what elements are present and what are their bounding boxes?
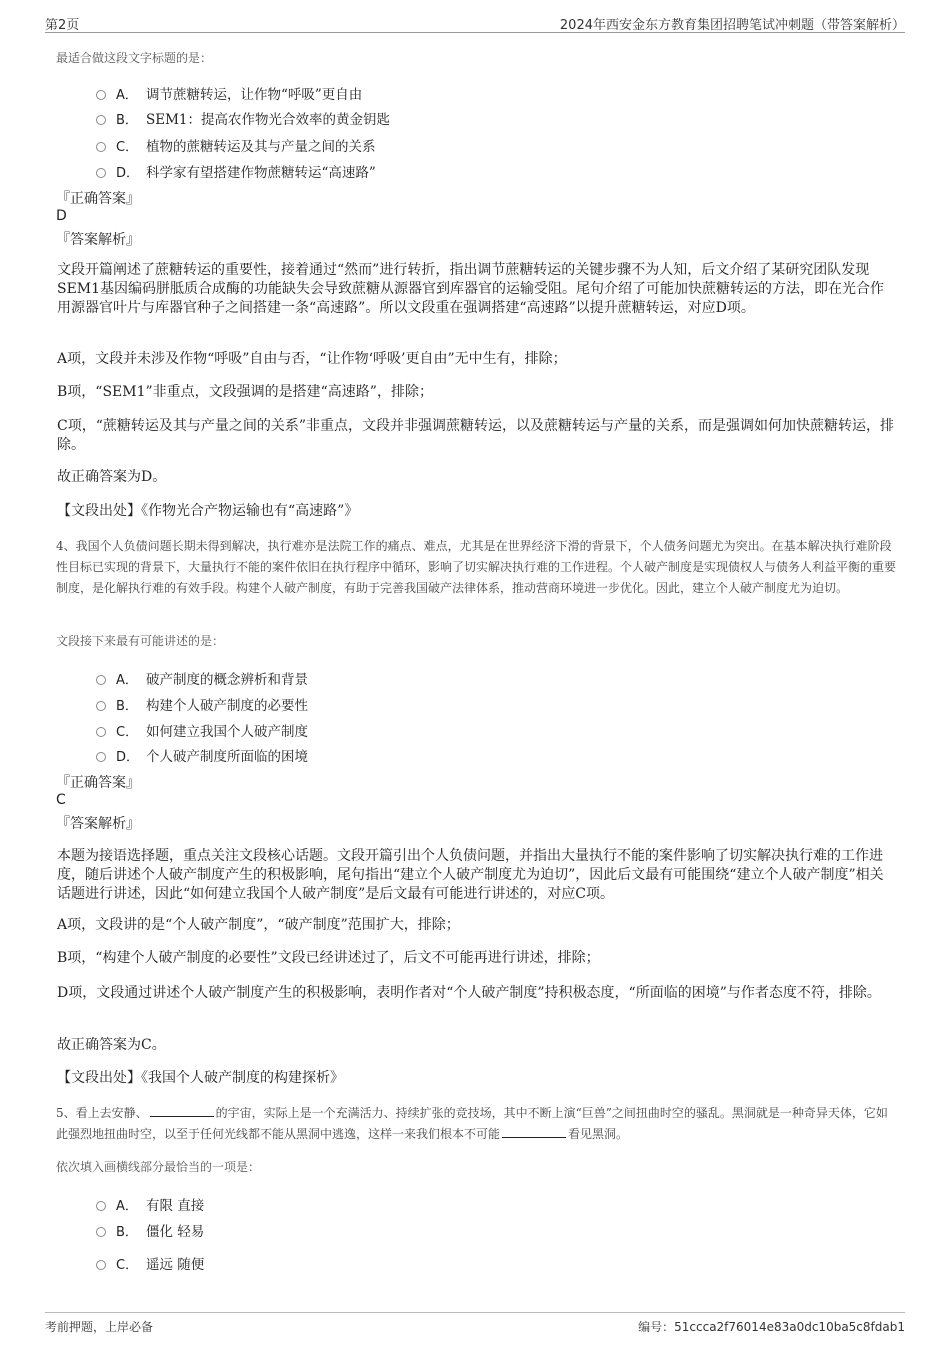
question-text: 4、我国个人负债问题长期未得到解决，执行难亦是法院工作的痛点、难点，尤其是在世界经济下滑的背景下，个人债务问题尤为突出。在基本解决执行难阶段性目标已实现的背景下，大量执行不能的案件依旧在执行程序中循环，影响了切实解决执行难的工作进程。个人破产制度是实现债权人与债务人利益平衡的重要制度，是化解执行难的有效手段。构建个人破产制度，有助于完善我国破产法律体系，推动营商环境进一步优化。因此，建立个人破产制度尤为迫切。: [56, 539, 897, 595]
analysis-paragraph: B项，“构建个人破产制度的必要性”文段已经讲述过了，后文不可能再进行讲述，排除；: [57, 950, 600, 966]
question-text: 5、看上去安静、 的宇宙，实际上是一个充满活力、持续扩张的竞技场，其中不断上演“巨兽”之间扭曲时空的骚乱。黑洞就是一种奇异天体，它如此强烈地扭曲时空，以至于任何光线都不能从黑洞中逃逸，这样一来我们根本不可能 看见黑洞。: [56, 1106, 888, 1141]
analysis-paragraph: A项，文段并未涉及作物“呼吸”自由与否，“让作物‘呼吸’更自由”无中生有，排除；: [57, 351, 567, 367]
analysis-label: 『答案解析』: [56, 816, 140, 832]
radio-icon[interactable]: [96, 1227, 106, 1237]
option-b[interactable]: B． 构建个人破产制度的必要性: [96, 694, 308, 714]
option-c[interactable]: C． 植物的蔗糖转运及其与产量之间的关系: [96, 135, 376, 155]
analysis-paragraph: A项，文段讲的是“个人破产制度”，“破产制度”范围扩大，排除；: [57, 917, 460, 933]
fill-blank: [502, 1125, 566, 1138]
source-citation: 【文段出处】《作物光合产物运输也有“高速路”》: [57, 503, 359, 519]
footer-slogan: 考前押题，上岸必备: [45, 1320, 154, 1334]
analysis-label: 『答案解析』: [56, 232, 140, 248]
option-c[interactable]: C． 遥远 随便: [96, 1253, 204, 1273]
option-a[interactable]: A． 破产制度的概念辨析和背景: [96, 668, 308, 688]
option-d[interactable]: D． 科学家有望搭建作物蔗糖转运“高速路”: [96, 161, 376, 181]
page-footer: [45, 1312, 905, 1339]
question-prompt: 最适合做这段文字标题的是：: [56, 51, 213, 65]
radio-icon[interactable]: [96, 1201, 106, 1211]
radio-icon[interactable]: [96, 701, 106, 711]
analysis-conclusion: 故正确答案为D。: [57, 469, 167, 485]
radio-icon[interactable]: [96, 115, 106, 125]
radio-icon[interactable]: [96, 675, 106, 685]
radio-icon[interactable]: [96, 752, 106, 762]
answer-value: D: [56, 208, 67, 224]
page-header: [45, 10, 905, 33]
analysis-paragraph: B项，“SEM1”非重点，文段强调的是搭建“高速路”，排除；: [57, 384, 433, 400]
option-a[interactable]: A． 有限 直接: [96, 1194, 204, 1214]
analysis-paragraph: C项，“蔗糖转运及其与产量之间的关系”非重点，文段并非强调蔗糖转运，以及蔗糖转运与产量的关系，而是强调如何加快蔗糖转运，排除。: [57, 418, 895, 453]
analysis-conclusion: 故正确答案为C。: [57, 1037, 166, 1053]
option-d[interactable]: D． 个人破产制度所面临的困境: [96, 745, 308, 765]
analysis-paragraph: D项，文段通过讲述个人破产制度产生的积极影响，表明作者对“个人破产制度”持积极态度，“所面临的困境”与作者态度不符，排除。: [57, 985, 881, 1001]
radio-icon[interactable]: [96, 142, 106, 152]
source-citation: 【文段出处】《我国个人破产制度的构建探析》: [57, 1070, 344, 1086]
option-c[interactable]: C． 如何建立我国个人破产制度: [96, 720, 308, 740]
document-id: 编号：51ccca2f76014e83a0dc10ba5c8fdab1: [638, 1320, 905, 1334]
radio-icon[interactable]: [96, 727, 106, 737]
question-prompt: 文段接下来最有可能讲述的是：: [56, 634, 225, 648]
document-title: 2024年西安金东方教育集团招聘笔试冲刺题（带答案解析）: [559, 18, 905, 33]
page-number: 第2页: [45, 18, 80, 33]
answer-value: C: [56, 792, 66, 808]
question-prompt: 依次填入画横线部分最恰当的一项是：: [56, 1160, 261, 1174]
analysis-paragraph: 文段开篇阐述了蔗糖转运的重要性，接着通过“然而”进行转折，指出调节蔗糖转运的关键步骤不为人知，后文介绍了某研究团队发现SEM1基因编码胼胝质合成酶的功能缺失会导致蔗糖从源器官到库器官的运输受阻。尾句介绍了可能加快蔗糖转运的方法，即在光合作用源器官叶片与库器官种子之间搭建一条“高速路”。所以文段重在强调搭建“高速路”以提升蔗糖转运，对应D项。: [57, 262, 885, 316]
answer-label: 『正确答案』: [56, 191, 140, 207]
radio-icon[interactable]: [96, 168, 106, 178]
fill-blank: [150, 1104, 214, 1117]
option-b[interactable]: B． SEM1：提高农作物光合效率的黄金钥匙: [96, 108, 390, 128]
answer-label: 『正确答案』: [56, 775, 140, 791]
option-a[interactable]: A． 调节蔗糖转运，让作物“呼吸”更自由: [96, 83, 362, 103]
radio-icon[interactable]: [96, 90, 106, 100]
analysis-paragraph: 本题为接语选择题，重点关注文段核心话题。文段开篇引出个人负债问题，并指出大量执行不能的案件影响了切实解决执行难的工作进度，随后讲述个人破产制度产生的积极影响，尾句指出“建立个人破产制度尤为迫切”，因此后文最有可能围绕“建立个人破产制度”相关话题进行讲述，因此“如何建立我国个人破产制度”是后文最有可能进行讲述的，对应C项。: [57, 848, 884, 902]
option-b[interactable]: B． 僵化 轻易: [96, 1220, 204, 1240]
radio-icon[interactable]: [96, 1260, 106, 1270]
